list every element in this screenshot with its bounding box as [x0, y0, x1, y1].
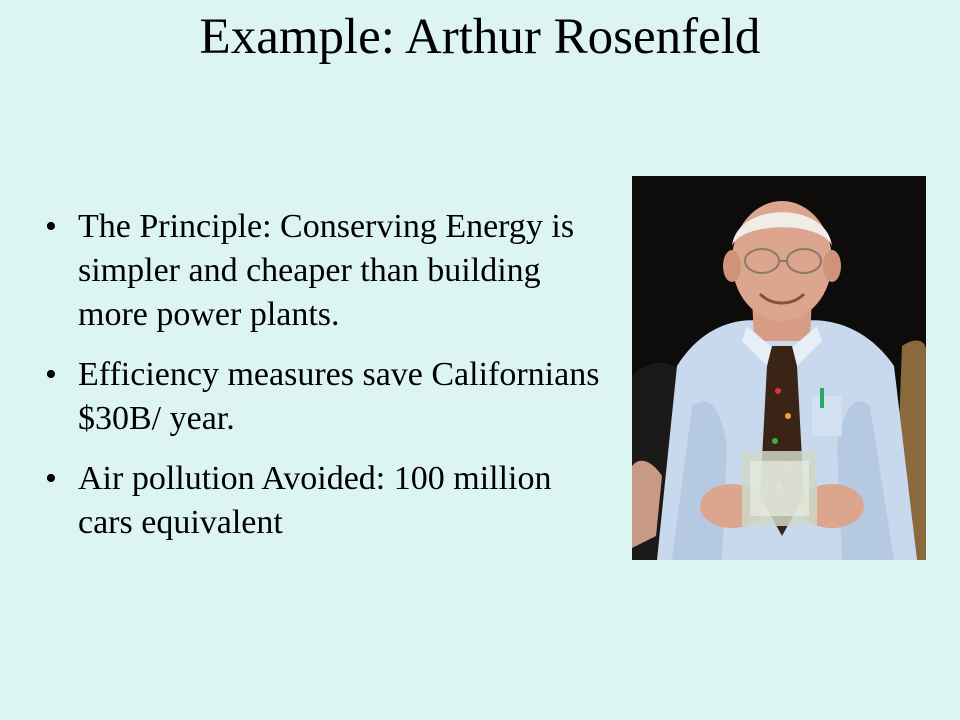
bullet-list	[45, 205, 610, 561]
portrait-photo	[632, 176, 926, 560]
bullet-icon: •	[45, 460, 57, 497]
bullet-item	[45, 205, 610, 337]
bullet-icon: •	[45, 208, 57, 245]
portrait-illustration	[632, 176, 926, 560]
slide-title: Example: Arthur Rosenfeld	[199, 9, 761, 65]
bullet-item	[45, 353, 610, 441]
bullet-item	[45, 457, 610, 545]
bullet-text: Air pollution Avoided: 100 million cars equivalent	[78, 460, 552, 541]
bullet-text: The Principle: Conserving Energy is simpler and cheaper than building more power plants.	[78, 208, 575, 333]
bullet-icon: •	[45, 356, 57, 393]
bullet-text: Efficiency measures save Californians $30B/ year.	[78, 356, 600, 437]
